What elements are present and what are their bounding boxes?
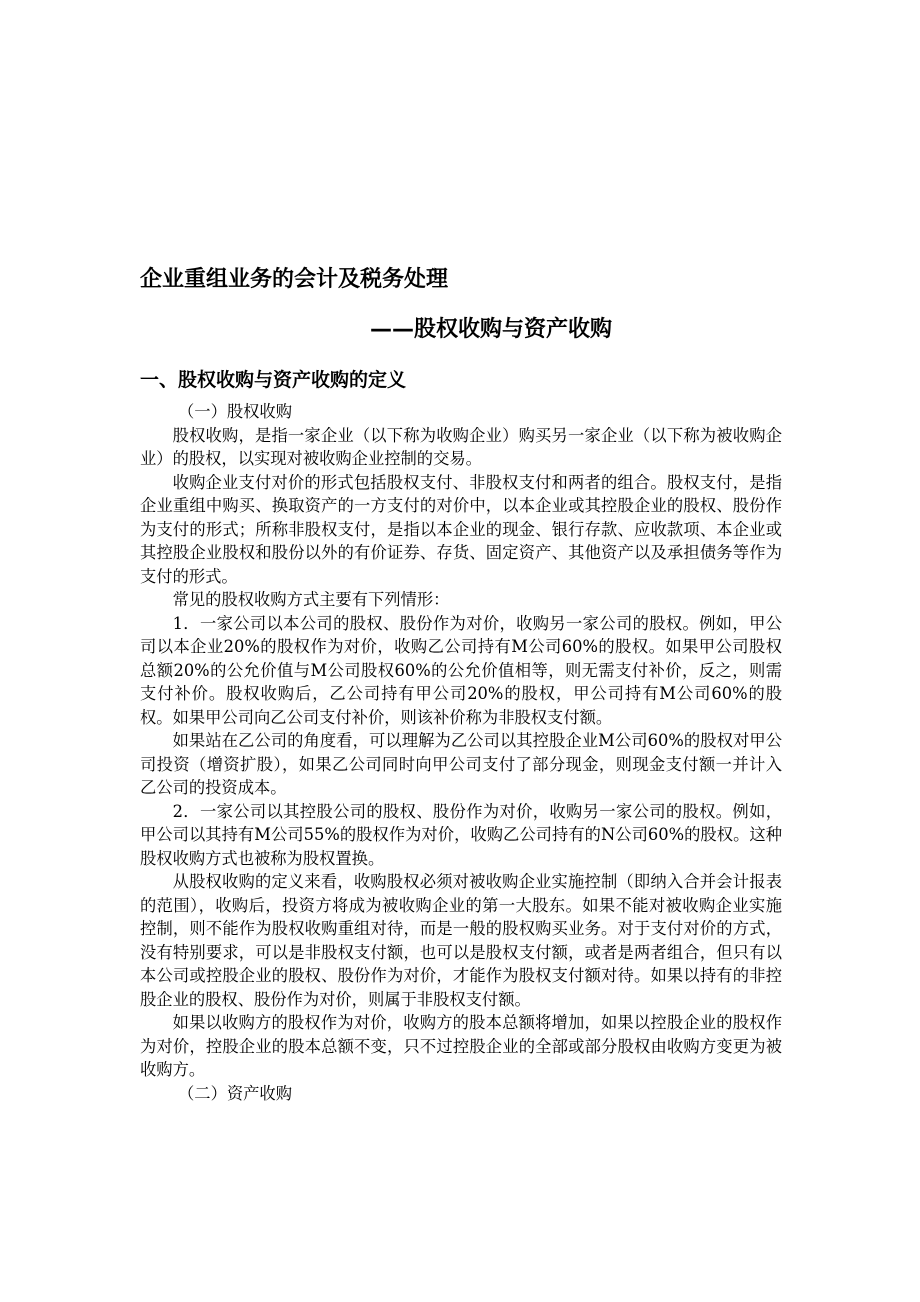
document-subtitle: ——股权收购与资产收购 [370, 317, 613, 342]
section-heading: 一、股权收购与资产收购的定义 [140, 369, 407, 391]
paragraph: 2．一家公司以其控股公司的股权、股份作为对价，收购另一家公司的股权。例如，甲公司以其持有M公司55%的股权作为对价，收购乙公司持有的N公司60%的股权。这种股权收购方式也被称为股权置换。 [140, 801, 782, 868]
subsection-heading-equity-acquisition: （一）股权收购 [178, 402, 292, 421]
paragraph: 如果以收购方的股权作为对价，收购方的股本总额将增加，如果以控股企业的股权作为对价，控股企业的股本总额不变，只不过控股企业的全部或部分股权由收购方变更为被收购方。 [140, 1013, 782, 1079]
paragraph: 股权收购，是指一家企业（以下称为收购企业）购买另一家企业（以下称为被收购企业）的股权，以实现对被收购企业控制的交易。 [140, 425, 782, 468]
subsection-heading-asset-acquisition: （二）资产收购 [178, 1083, 292, 1103]
paragraph: 收购企业支付对价的形式包括股权支付、非股权支付和两者的组合。股权支付，是指企业重组中购买、换取资产的一方支付的对价中，以本企业或其控股企业的股权、股份作为支付的形式；所称非股权支付，是指以本企业的现金、银行存款、应收款项、本企业或其控股企业股权和股份以外的有价证券、存货、固定资产、其他资产以及承担债务等作为支付的形式。 [140, 472, 782, 586]
document-title: 企业重组业务的会计及税务处理 [140, 267, 449, 292]
paragraph: 常见的股权收购方式主要有下列情形： [172, 590, 450, 609]
body-text [140, 400, 782, 1105]
paragraph: 1．一家公司以本公司的股权、股份作为对价，收购另一家公司的股权。例如，甲公司以本企业20%的股权作为对价，收购乙公司持有M公司60%的股权。如果甲公司股权总额20%的公允价值与M公司股权60%的公允价值相等，则无需支付补价，反之，则需支付补价。股权收购后，乙公司持有甲公司20%的股权，甲公司持有M公司60%的股权。如果甲公司向乙公司支付补价，则该补价称为非股权支付额。 [140, 613, 782, 727]
paragraph: 如果站在乙公司的角度看，可以理解为乙公司以其控股企业M公司60%的股权对甲公司投资（增资扩股），如果乙公司同时向甲公司支付了部分现金，则现金支付额一并计入乙公司的投资成本。 [140, 731, 782, 797]
paragraph: 从股权收购的定义来看，收购股权必须对被收购企业实施控制（即纳入合并会计报表的范围），收购后，投资方将成为被收购企业的第一大股东。如果不能对被收购企业实施控制，则不能作为股权收购重组对待，而是一般的股权购买业务。对于支付对价的方式，没有特别要求，可以是非股权支付额，也可以是股权支付额，或者是两者组合，但只有以本公司或控股企业的股权、股份作为对价，才能作为股权支付额对待。如果以持有的非控股企业的股权、股份作为对价，则属于非股权支付额。 [140, 872, 782, 1009]
